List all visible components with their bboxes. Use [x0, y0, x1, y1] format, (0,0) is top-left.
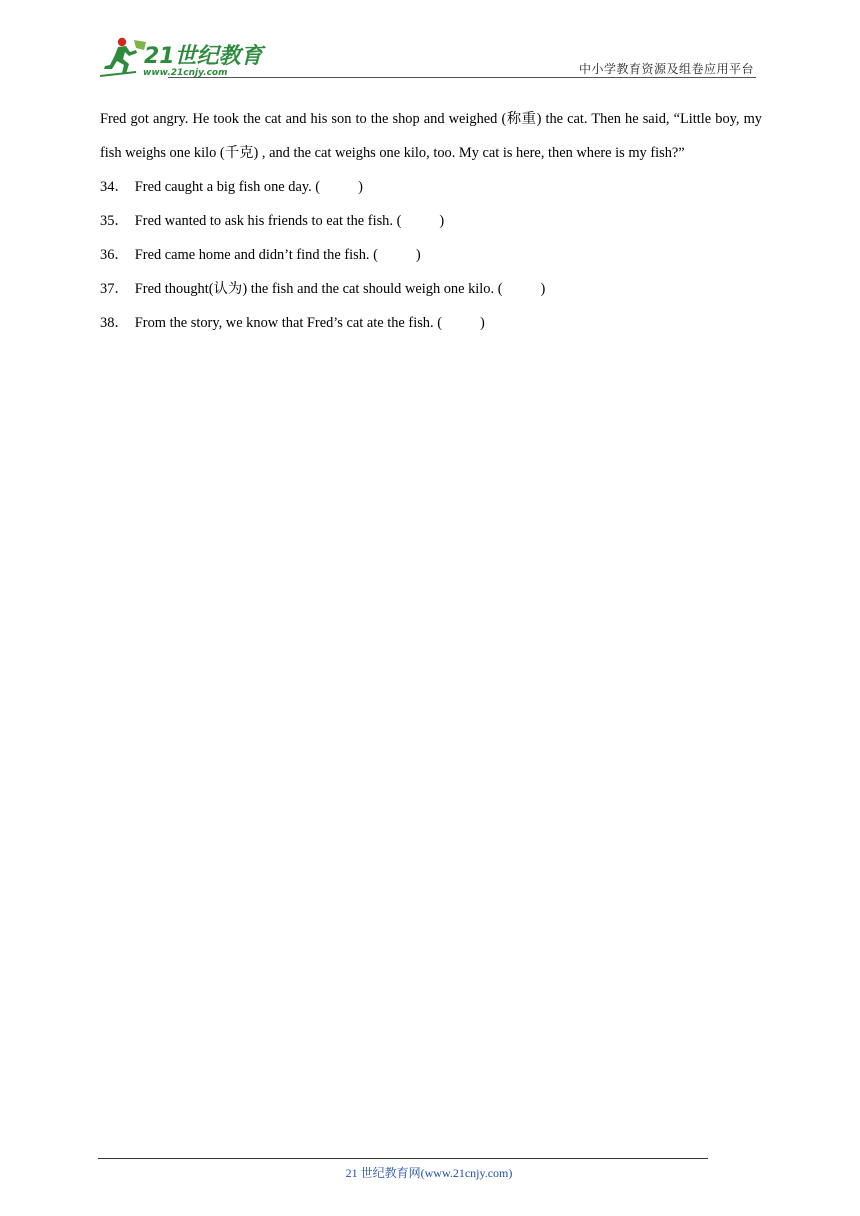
question-number: 35． [100, 213, 129, 229]
header-divider [168, 77, 756, 78]
footer-divider [98, 1158, 708, 1159]
question-text: Fred thought(认为) the fish and the cat should weigh one kilo. ( [134, 281, 503, 297]
question-number: 36． [100, 247, 129, 263]
question-item [100, 170, 762, 204]
header-tagline: 中小学教育资源及组卷应用平台 [578, 62, 754, 76]
question-text: Fred wanted to ask his friends to eat the fish. ( [134, 213, 402, 229]
question-close-paren: ) [358, 179, 363, 195]
logo-url-text: www.21cnjy.com [143, 68, 228, 78]
runner-icon [100, 38, 137, 77]
question-text: Fred came home and didn’t find the fish. ( [134, 247, 378, 263]
logo-text: 21世纪教育 [144, 44, 263, 69]
question-item [100, 204, 762, 238]
page-header [96, 30, 756, 80]
question-text: Fred caught a big fish one day. ( [134, 179, 321, 195]
question-close-paren: ) [480, 315, 485, 331]
question-close-paren: ) [540, 281, 546, 297]
logo-graphic [96, 36, 266, 78]
document-body [100, 102, 762, 340]
reading-passage: Fred got angry. He took the cat and his son to the shop and weighed (称重) the cat. Then he said, “Little boy, my fish weighs one kilo (千克) , and the cat weighs one kilo, too. My cat is here, then where is my fish?” [100, 111, 762, 161]
question-number: 34． [100, 179, 129, 195]
question-close-paren: ) [439, 213, 445, 229]
question-item [100, 238, 762, 272]
question-number: 38． [100, 315, 129, 331]
question-item [100, 272, 762, 306]
footer-source-link[interactable]: 21 世纪教育网(www.21cnjy.com) [345, 1166, 513, 1180]
question-close-paren: ) [415, 247, 421, 263]
question-text: From the story, we know that Fred’s cat ate the fish. ( [134, 315, 442, 331]
question-number: 37． [100, 281, 129, 297]
site-logo [96, 36, 266, 78]
question-item [100, 306, 762, 340]
